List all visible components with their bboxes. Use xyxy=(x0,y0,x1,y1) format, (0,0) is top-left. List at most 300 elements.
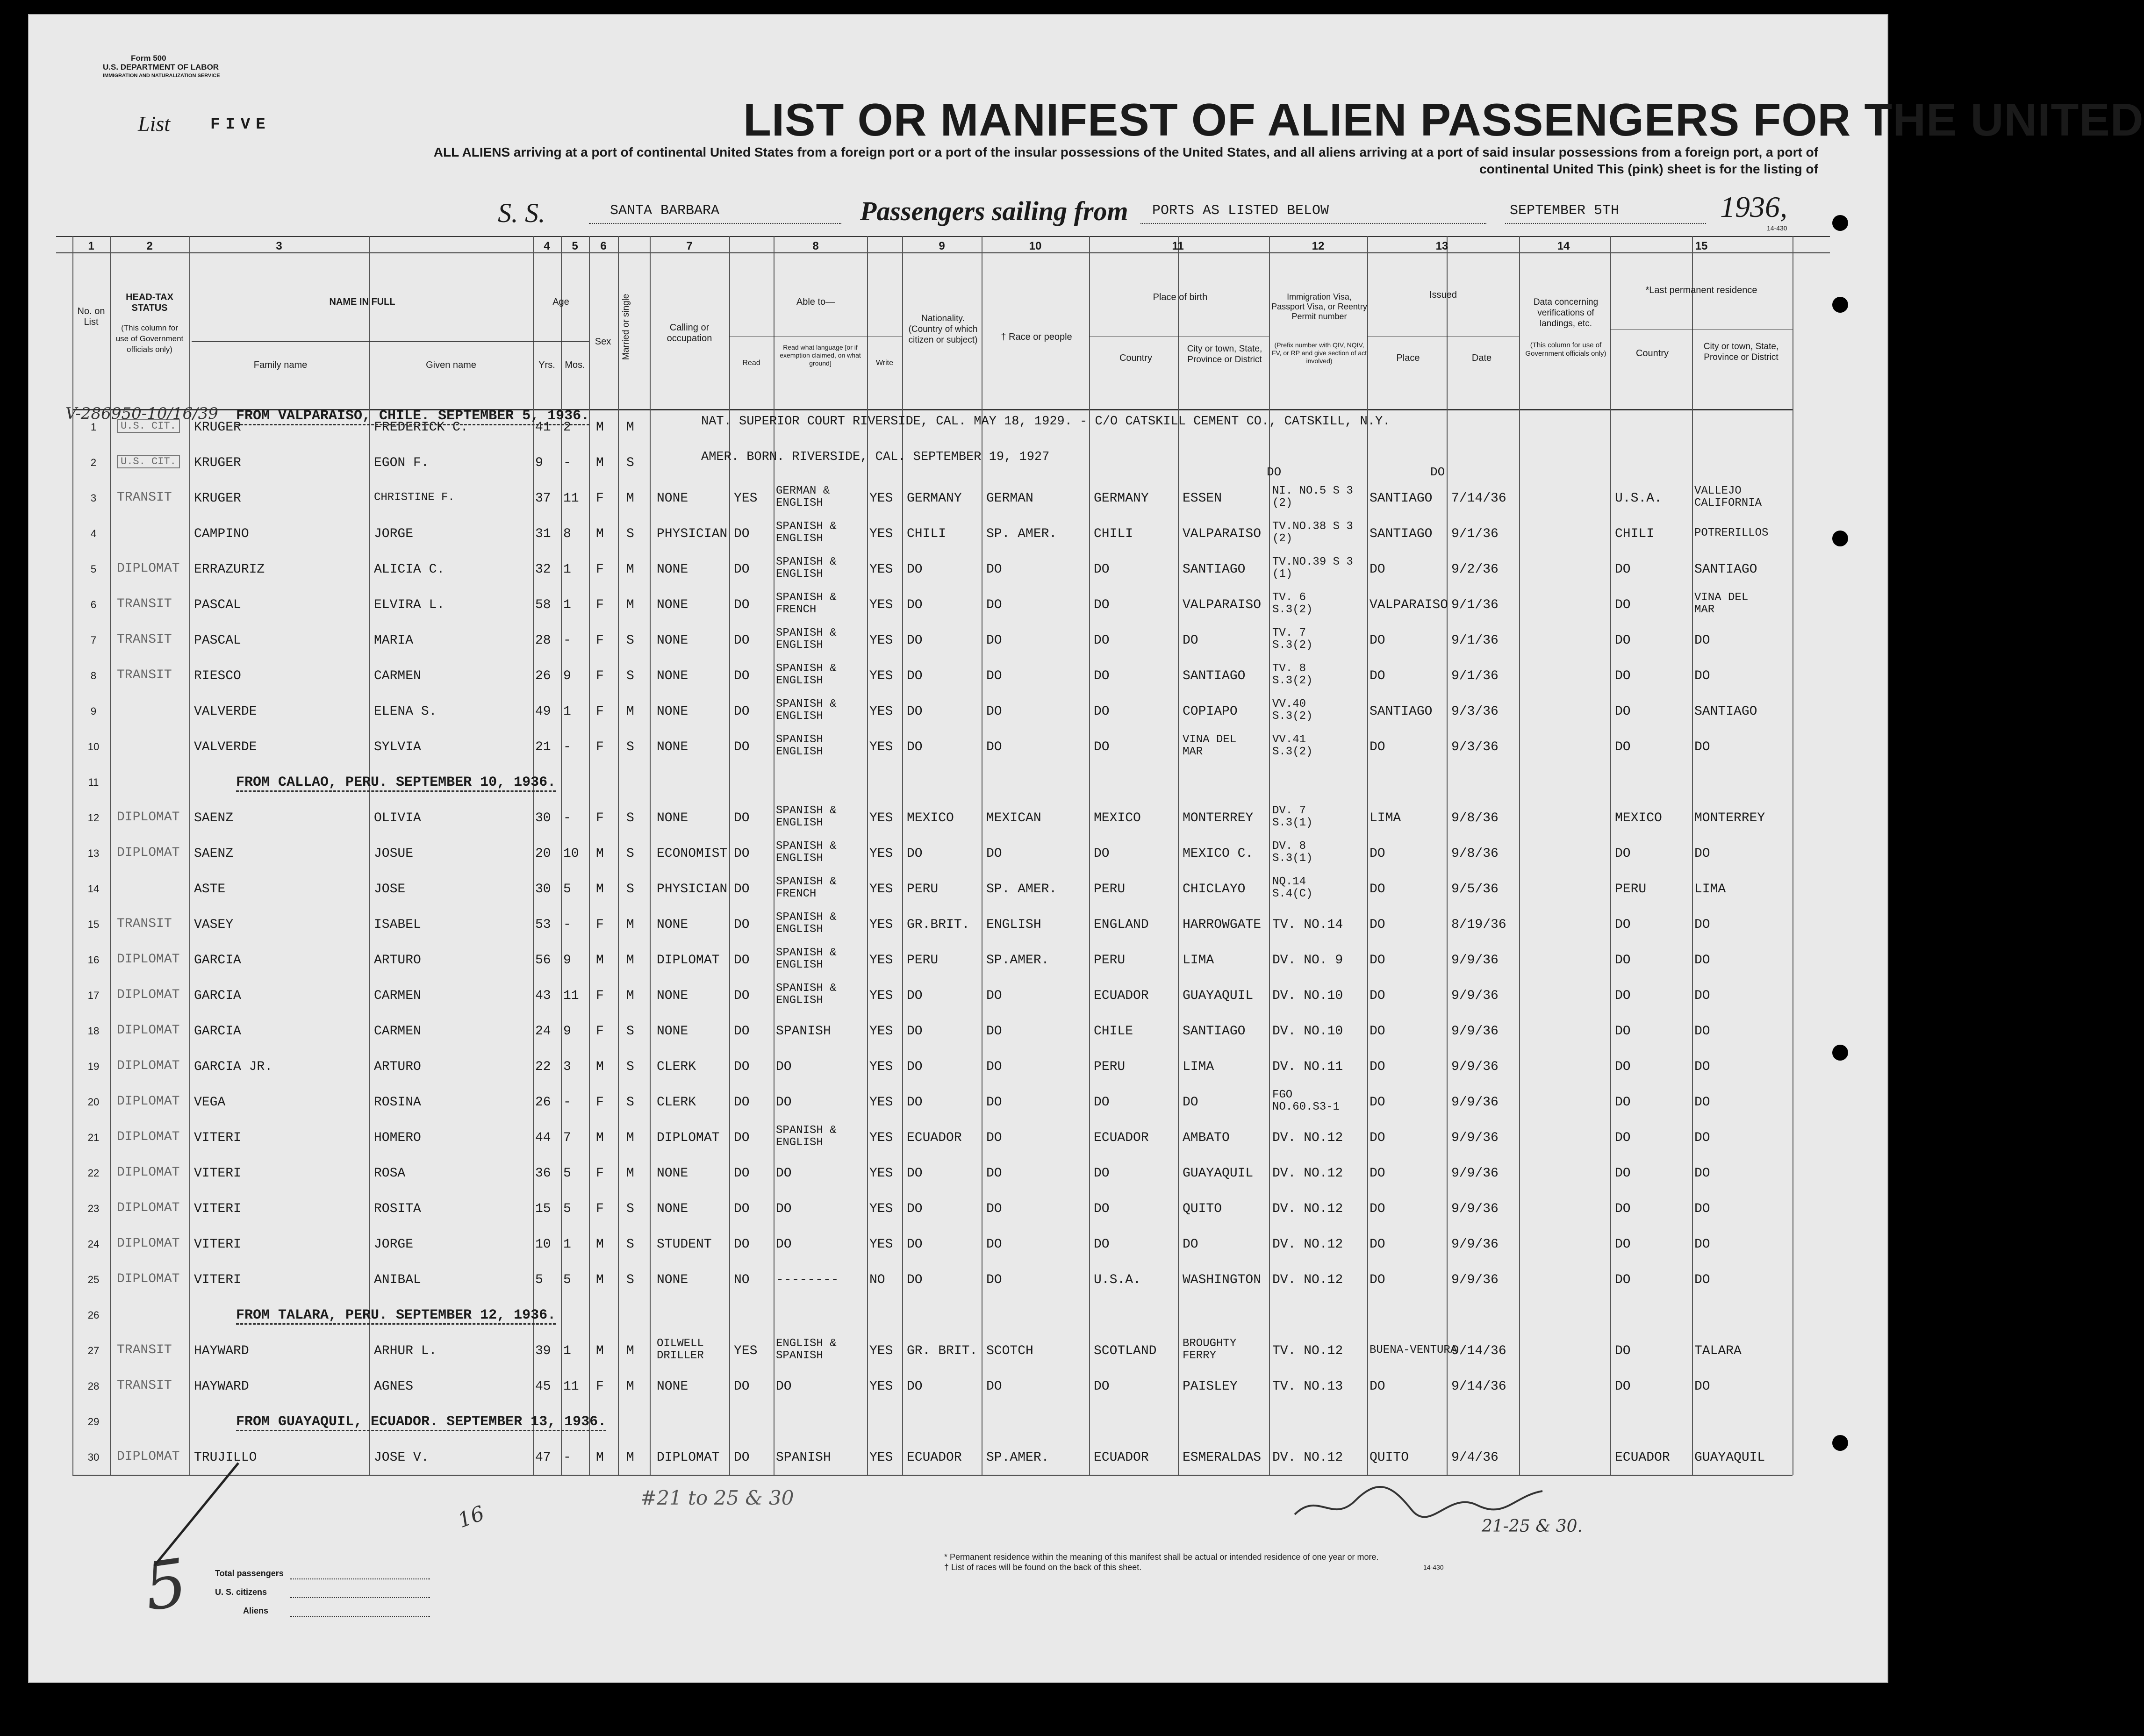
col-visa: Immigration Visa, Passport Visa, or Reentry Permit number xyxy=(1271,292,1367,321)
cell-family: SAENZ xyxy=(194,846,234,861)
column-number: 4 xyxy=(544,240,550,252)
cell-lang: ENGLISH xyxy=(776,852,823,865)
cell-mos: - xyxy=(563,1095,571,1110)
col-able-to: Able to— xyxy=(796,297,835,307)
col-age: Age xyxy=(552,297,569,307)
cell-yrs: 36 xyxy=(535,1166,551,1181)
cell-ms: M xyxy=(626,704,634,719)
cell-lang: ENGLISH xyxy=(776,674,823,687)
cell-nat: PERU xyxy=(907,882,939,897)
head-tax-stamp: TRANSIT xyxy=(117,668,172,682)
cell-visa: TV. 7 xyxy=(1272,627,1306,639)
row-number: 4 xyxy=(90,528,97,539)
cell-country: DO xyxy=(1094,1095,1110,1110)
cell-yrs: 37 xyxy=(535,491,551,506)
cell-given: JOSE xyxy=(374,882,406,897)
cell-race: DO xyxy=(986,633,1002,648)
cell-date: 8/19/36 xyxy=(1451,918,1506,932)
cell-mos: 5 xyxy=(563,882,571,897)
cell-lang: SPANISH & xyxy=(776,947,837,959)
cell-lang: SPANISH & xyxy=(776,591,837,604)
head-tax-stamp: TRANSIT xyxy=(117,597,172,611)
cell-rcity: DO xyxy=(1694,989,1710,1003)
cell-write: YES xyxy=(869,1379,893,1394)
head-tax-stamp: U.S. CIT. xyxy=(117,455,180,468)
cell-read: DO xyxy=(734,811,750,825)
cell-given: ARHUR L. xyxy=(374,1344,437,1358)
cell-family: KRUGER xyxy=(194,420,241,435)
column-number: 9 xyxy=(939,240,945,252)
cell-visa: (1) xyxy=(1272,568,1293,581)
cell-race: DO xyxy=(986,846,1002,861)
cell-country: CHILI xyxy=(1094,527,1133,541)
cell-family: VALVERDE xyxy=(194,740,257,754)
cell-family: VALVERDE xyxy=(194,704,257,719)
cell-race: DO xyxy=(986,1273,1002,1287)
cell-country: PERU xyxy=(1094,1060,1126,1074)
cell-write: YES xyxy=(869,918,893,932)
col-yrs: Yrs. xyxy=(538,360,555,370)
cell-place: DO xyxy=(1370,1202,1385,1216)
cell-nat: DO xyxy=(907,598,923,612)
cell-city: DO xyxy=(1183,1095,1198,1110)
cell-read: DO xyxy=(734,1379,750,1394)
cell-rcity: DO xyxy=(1694,1379,1710,1394)
cell-date: 9/4/36 xyxy=(1451,1450,1499,1465)
cell-rcountry: DO xyxy=(1615,1131,1631,1145)
cell-write: YES xyxy=(869,527,893,541)
cell-given: CARMEN xyxy=(374,669,421,683)
cell-visa: S.3(1) xyxy=(1272,817,1313,829)
cell-nat: DO xyxy=(907,1379,923,1394)
cell-occ: NONE xyxy=(657,811,688,825)
cell-ms: M xyxy=(626,491,634,506)
cell-family: VITERI xyxy=(194,1202,241,1216)
cell-sex: M xyxy=(596,420,604,435)
cell-visa: NQ.14 xyxy=(1272,875,1306,888)
cell-visa: NI. NO.5 S 3 xyxy=(1272,485,1353,497)
cell-ms: M xyxy=(626,1166,634,1181)
cell-sex: M xyxy=(596,882,604,897)
cell-race: DO xyxy=(986,1379,1002,1394)
cell-yrs: 47 xyxy=(535,1450,551,1465)
cell-country: DO xyxy=(1094,562,1110,577)
column-number: 7 xyxy=(686,240,693,252)
cell-ms: S xyxy=(626,846,634,861)
cell-city: FERRY xyxy=(1183,1349,1217,1362)
section-header: FROM VALPARAISO, CHILE. SEPTEMBER 5, 1936. xyxy=(236,408,589,425)
cell-lang: ENGLISH & xyxy=(776,1337,837,1350)
cell-given: JOSUE xyxy=(374,846,414,861)
rule-line xyxy=(533,341,589,342)
cell-lang: SPANISH xyxy=(776,733,823,746)
cell-rcountry: DO xyxy=(1615,1202,1631,1216)
cell-yrs: 26 xyxy=(535,1095,551,1110)
cell-read: DO xyxy=(734,882,750,897)
cell-yrs: 44 xyxy=(535,1131,551,1145)
cell-write: YES xyxy=(869,1237,893,1252)
cell-city: MAR xyxy=(1183,746,1203,758)
cell-nat: DO xyxy=(907,1166,923,1181)
cell-lang: FRENCH xyxy=(776,888,817,900)
cell-city: LIMA xyxy=(1183,1060,1214,1074)
cell-nat: DO xyxy=(907,1024,923,1039)
cell-write: YES xyxy=(869,491,893,506)
cell-mos: - xyxy=(563,633,571,648)
cell-nat: DO xyxy=(907,1237,923,1252)
rule-line xyxy=(618,236,619,1475)
cell-rcountry: DO xyxy=(1615,1379,1631,1394)
row-number: 13 xyxy=(87,847,100,859)
cell-ms: S xyxy=(626,669,634,683)
form-number xyxy=(103,54,220,80)
cell-lang: SPANISH & xyxy=(776,662,837,675)
manifest-sheet xyxy=(28,14,2144,1683)
cell-sex: M xyxy=(596,527,604,541)
cell-sex: F xyxy=(596,669,604,683)
cell-date: 9/9/36 xyxy=(1451,989,1499,1003)
cell-city: VALPARAISO xyxy=(1183,527,1262,541)
cell-lang: SPANISH & xyxy=(776,520,837,533)
cell-occ: DRILLER xyxy=(657,1349,704,1362)
form-code-top: 14-430 xyxy=(1767,224,1787,232)
cell-rcity: SANTIAGO xyxy=(1694,704,1757,719)
cell-place: DO xyxy=(1370,1060,1385,1074)
cell-lang: SPANISH xyxy=(776,1024,831,1039)
cell-rcountry: ECUADOR xyxy=(1615,1450,1670,1465)
cell-place: DO xyxy=(1370,562,1385,577)
cell-family: SAENZ xyxy=(194,811,234,825)
row-number: 9 xyxy=(90,705,97,717)
cell-place: DO xyxy=(1370,1166,1385,1181)
cell-read: DO xyxy=(734,527,750,541)
cell-given: CARMEN xyxy=(374,989,421,1003)
cell-yrs: 56 xyxy=(535,953,551,968)
cell-mos: - xyxy=(563,1450,571,1465)
cell-family: HAYWARD xyxy=(194,1379,249,1394)
cell-given: ELVIRA L. xyxy=(374,598,445,612)
head-tax-stamp: U.S. CIT. xyxy=(117,419,180,433)
cell-nat: DO xyxy=(907,1095,923,1110)
cell-occ: NONE xyxy=(657,740,688,754)
cell-sex: F xyxy=(596,562,604,577)
cell-write: YES xyxy=(869,1450,893,1465)
cell-visa: DV. 7 xyxy=(1272,804,1306,817)
cell-city: PAISLEY xyxy=(1183,1379,1238,1394)
slash-mark xyxy=(136,1458,252,1575)
cell-country: U.S.A. xyxy=(1094,1273,1141,1287)
row-number: 17 xyxy=(87,990,100,1001)
col-issued: Issued xyxy=(1429,290,1457,300)
cell-note: NAT. SUPERIOR COURT RIVERSIDE, CAL. MAY 18, 1929. - C/O CATSKILL CEMENT CO., CATSKILL, N.Y. xyxy=(701,415,1391,429)
col-verif-note: (This column for use of Government officials only) xyxy=(1525,341,1606,358)
col-read-lang: Read what language [or if exemption claimed, on what ground] xyxy=(780,344,861,367)
cell-ms: M xyxy=(626,918,634,932)
rule-line xyxy=(1519,236,1520,1475)
cell-rcity: DO xyxy=(1694,1024,1710,1039)
cell-ms: S xyxy=(626,1024,634,1039)
handwritten-range: #21 to 25 & 30 xyxy=(640,1486,794,1509)
column-number: 3 xyxy=(276,240,282,252)
cell-sex: F xyxy=(596,1379,604,1394)
cell-lang: DO xyxy=(776,1202,792,1216)
cell-given: ELENA S. xyxy=(374,704,437,719)
cell-race: DO xyxy=(986,598,1002,612)
cell-sex: F xyxy=(596,1166,604,1181)
cell-date: 9/9/36 xyxy=(1451,1202,1499,1216)
cell-write: YES xyxy=(869,846,893,861)
cell-yrs: 26 xyxy=(535,669,551,683)
cell-ms: S xyxy=(626,633,634,648)
cell-given: ARTURO xyxy=(374,953,421,968)
cell-visa: TV. 6 xyxy=(1272,591,1306,604)
col-sex: Sex xyxy=(595,337,611,347)
cell-place: DO xyxy=(1370,1024,1385,1039)
cell-given: JORGE xyxy=(374,1237,414,1252)
cell-rcountry: DO xyxy=(1615,989,1631,1003)
cell-rcity: POTRERILLOS xyxy=(1694,527,1769,539)
punch-hole xyxy=(1832,297,1848,313)
cell-rcity: LIMA xyxy=(1694,882,1726,897)
col-residence: *Last permanent residence xyxy=(1645,285,1757,295)
cell-visa: TV. 8 xyxy=(1272,662,1306,675)
cell-read: DO xyxy=(734,846,750,861)
cell-lang: DO xyxy=(776,1060,792,1074)
cell-country: GERMANY xyxy=(1094,491,1149,506)
cell-write: YES xyxy=(869,811,893,825)
cell-read: DO xyxy=(734,1095,750,1110)
handwritten-5: 5 xyxy=(140,1544,192,1626)
cell-ms: S xyxy=(626,740,634,754)
cell-lang: SPANISH & xyxy=(776,804,837,817)
cell-occ: NONE xyxy=(657,1166,688,1181)
cell-mos: 1 xyxy=(563,704,571,719)
cell-race: SCOTCH xyxy=(986,1344,1033,1358)
cell-ms: S xyxy=(626,1237,634,1252)
cell-country: DO xyxy=(1094,704,1110,719)
form-line-3: IMMIGRATION AND NATURALIZATION SERVICE xyxy=(103,73,220,79)
cell-read: YES xyxy=(734,1344,758,1358)
cell-date: 9/9/36 xyxy=(1451,1131,1499,1145)
cell-lang: ENGLISH xyxy=(776,817,823,829)
col-issued-date: Date xyxy=(1471,353,1492,363)
cell-race: DO xyxy=(986,1202,1002,1216)
list-label: List xyxy=(138,112,171,136)
cell-city: LIMA xyxy=(1183,953,1214,968)
form-code-bottom: 14-430 xyxy=(1423,1564,1444,1571)
cell-yrs: 31 xyxy=(535,527,551,541)
cell-ms: M xyxy=(626,953,634,968)
col-name-in-full: NAME IN FULL xyxy=(329,297,395,307)
cell-rcity: SANTIAGO xyxy=(1694,562,1757,577)
col-married: Married or single xyxy=(621,294,631,360)
cell-rcity: VALLEJO xyxy=(1694,485,1742,497)
cell-rcity: DO xyxy=(1694,1273,1710,1287)
cell-sex: F xyxy=(596,704,604,719)
cell-family: KRUGER xyxy=(194,491,241,506)
cell-visa: S.3(2) xyxy=(1272,710,1313,723)
cell-nat: CHILI xyxy=(907,527,947,541)
cell-city: DO xyxy=(1183,633,1198,648)
form-line-1: Form 500 xyxy=(131,54,166,63)
cell-family: GARCIA xyxy=(194,989,241,1003)
cell-yrs: 15 xyxy=(535,1202,551,1216)
cell-lang: ENGLISH xyxy=(776,923,823,936)
cell-place: LIMA xyxy=(1370,811,1401,825)
cell-place: DO xyxy=(1370,633,1385,648)
cell-rcountry: PERU xyxy=(1615,882,1647,897)
cell-write: YES xyxy=(869,1060,893,1074)
cell-mos: 1 xyxy=(563,1237,571,1252)
cell-visa: DV. NO.12 xyxy=(1272,1131,1343,1145)
cell-date: 9/8/36 xyxy=(1451,811,1499,825)
cell-yrs: 9 xyxy=(535,456,543,470)
cell-given: ALICIA C. xyxy=(374,562,445,577)
cell-yrs: 10 xyxy=(535,1237,551,1252)
cell-mos: - xyxy=(563,811,571,825)
cell-occ: NONE xyxy=(657,562,688,577)
cell-visa: S.3(2) xyxy=(1272,674,1313,687)
cell-rcountry: DO xyxy=(1615,1344,1631,1358)
head-tax-stamp: DIPLOMAT xyxy=(117,1023,180,1038)
cell-lang: ENGLISH xyxy=(776,710,823,723)
cell-lang: ENGLISH xyxy=(776,497,823,509)
row-number: 5 xyxy=(90,563,97,575)
cell-given: MARIA xyxy=(374,633,414,648)
cell-ms: M xyxy=(626,562,634,577)
cell-sex: F xyxy=(596,633,604,648)
intro-text: ALL ALIENS arriving at a port of continental United States from a foreign port or a port of the insular possessions of the United States, and all aliens arriving at a port of said insular possessions from a foreign port, a port of continental United This (pink) sheet is for the listing of xyxy=(433,145,1818,176)
cell-country: DO xyxy=(1094,633,1110,648)
cell-place: DO xyxy=(1370,1273,1385,1287)
cell-visa: S.4(C) xyxy=(1272,888,1313,900)
row-number: 24 xyxy=(87,1238,100,1250)
cell-place: DO xyxy=(1370,1379,1385,1394)
cell-rcity: DO xyxy=(1694,740,1710,754)
cell-mos: - xyxy=(563,918,571,932)
cell-occ: STUDENT xyxy=(657,1237,712,1252)
cell-given: ANIBAL xyxy=(374,1273,421,1287)
cell-ms: M xyxy=(626,420,634,435)
cell-write: YES xyxy=(869,562,893,577)
cell-lang: ENGLISH xyxy=(776,746,823,758)
section-header: FROM TALARA, PERU. SEPTEMBER 12, 1936. xyxy=(236,1307,556,1325)
head-tax-stamp: DIPLOMAT xyxy=(117,810,180,825)
cell-place: DO xyxy=(1370,669,1385,683)
cell-visa: (2) xyxy=(1272,497,1293,509)
cell-place: DO xyxy=(1370,918,1385,932)
column-number: 15 xyxy=(1695,240,1708,252)
cell-rcountry: MEXICO xyxy=(1615,811,1662,825)
cell-given: JOSE V. xyxy=(374,1450,429,1465)
cell-visa: NO.60.S3-1 xyxy=(1272,1101,1340,1113)
cell-lang: SPANISH & xyxy=(776,982,837,995)
cell-race: SP.AMER. xyxy=(986,953,1049,968)
cell-family: VITERI xyxy=(194,1131,241,1145)
cell-rcity: DO xyxy=(1694,1202,1710,1216)
cell-race: DO xyxy=(986,704,1002,719)
cell-place: DO xyxy=(1370,989,1385,1003)
cell-yrs: 41 xyxy=(535,420,551,435)
cell-rcity: DO xyxy=(1694,1060,1710,1074)
cell-place: QUITO xyxy=(1370,1450,1409,1465)
cell-given: HOMERO xyxy=(374,1131,421,1145)
cell-country: DO xyxy=(1094,740,1110,754)
cell-nat: DO xyxy=(907,1273,923,1287)
rule-line xyxy=(1610,236,1611,1475)
cell-place: DO xyxy=(1370,1095,1385,1110)
cell-write: YES xyxy=(869,953,893,968)
cell-city: GUAYAQUIL xyxy=(1183,989,1254,1003)
cell-yrs: 24 xyxy=(535,1024,551,1039)
cell-given: CARMEN xyxy=(374,1024,421,1039)
cell-city: SANTIAGO xyxy=(1183,562,1246,577)
cell-given: ROSITA xyxy=(374,1202,421,1216)
cell-given: FREDERICK C. xyxy=(374,420,468,435)
cell-rcity: CALIFORNIA xyxy=(1694,497,1762,509)
cell-family: VITERI xyxy=(194,1273,241,1287)
cell-sex: F xyxy=(596,811,604,825)
cell-country: DO xyxy=(1094,1166,1110,1181)
rule-line xyxy=(56,236,1830,237)
cell-given: EGON F. xyxy=(374,456,429,470)
cell-given: ROSA xyxy=(374,1166,406,1181)
cell-write: YES xyxy=(869,669,893,683)
punch-hole xyxy=(1832,531,1848,546)
head-tax-stamp: TRANSIT xyxy=(117,1343,172,1357)
handwritten-16: 16 xyxy=(454,1501,488,1533)
cell-lang: ENGLISH xyxy=(776,959,823,971)
cell-date: 9/14/36 xyxy=(1451,1379,1506,1394)
cell-mos: 5 xyxy=(563,1166,571,1181)
cell-rcity: DO xyxy=(1694,1166,1710,1181)
cell-lang: DO xyxy=(776,1379,792,1394)
cell-mos: 9 xyxy=(563,669,571,683)
cell-occ: PHYSICIAN xyxy=(657,882,728,897)
row-number: 2 xyxy=(90,457,97,468)
section-header: FROM GUAYAQUIL, ECUADOR. SEPTEMBER 13, 1936. xyxy=(236,1414,606,1431)
cell-write: NO xyxy=(869,1273,885,1287)
cell-race: DO xyxy=(986,1166,1002,1181)
cell-mos: 5 xyxy=(563,1202,571,1216)
cell-sex: F xyxy=(596,598,604,612)
cell-write: YES xyxy=(869,1095,893,1110)
cell-read: DO xyxy=(734,1166,750,1181)
cell-write: YES xyxy=(869,1344,893,1358)
cell-rcountry: DO xyxy=(1615,846,1631,861)
cell-write: YES xyxy=(869,1024,893,1039)
row-number: 6 xyxy=(90,599,97,610)
cell-lang: ENGLISH xyxy=(776,1136,823,1149)
handwritten-file-number: V-286950-10/16/39 xyxy=(65,404,218,423)
cell-yrs: 21 xyxy=(535,740,551,754)
cell-rcountry: U.S.A. xyxy=(1615,491,1662,506)
head-tax-stamp: DIPLOMAT xyxy=(117,1094,180,1109)
cell-lang: SPANISH xyxy=(776,1349,823,1362)
cell-yrs: 39 xyxy=(535,1344,551,1358)
row-number: 12 xyxy=(87,812,100,824)
punch-hole xyxy=(1832,1435,1848,1451)
cell-city: BROUGHTY xyxy=(1183,1337,1237,1350)
column-number: 13 xyxy=(1435,240,1448,252)
cell-sex: M xyxy=(596,846,604,861)
cell-city: GUAYAQUIL xyxy=(1183,1166,1254,1181)
total-passengers-label: Total passengers xyxy=(215,1569,284,1578)
cell-place: DO xyxy=(1370,882,1385,897)
cell-occ: NONE xyxy=(657,1273,688,1287)
cell-family: VASEY xyxy=(194,918,234,932)
page-title: LIST OR MANIFEST OF ALIEN PASSENGERS FOR THE UNITED xyxy=(743,94,2144,145)
